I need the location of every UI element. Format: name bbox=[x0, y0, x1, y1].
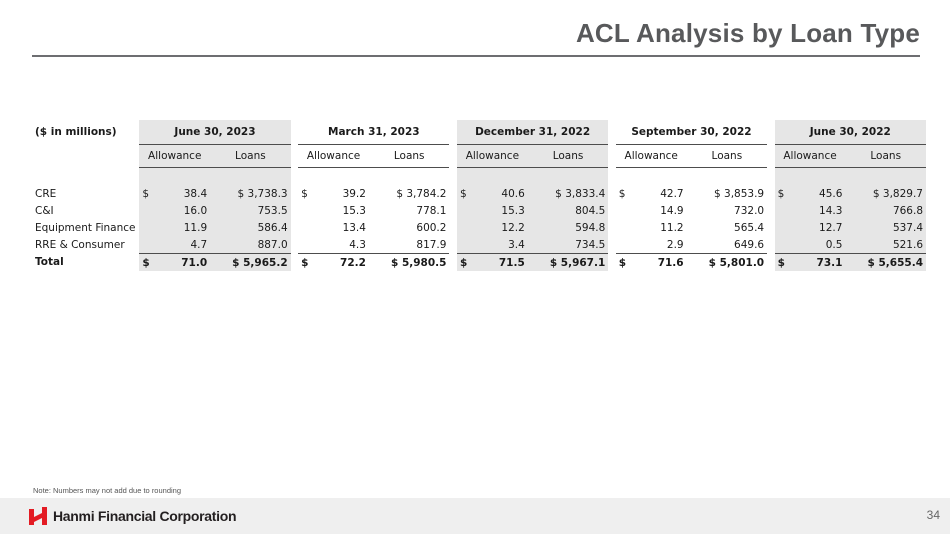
allowance-amount: 42.7 bbox=[660, 187, 684, 200]
allowance-amount: 71.0 bbox=[181, 256, 208, 269]
allowance-amount: 16.0 bbox=[183, 204, 208, 217]
allowance-amount: 0.5 bbox=[825, 238, 843, 251]
row-label: CRE bbox=[35, 187, 57, 200]
column-spacer bbox=[767, 185, 775, 202]
loans-value: $ 5,801.0 bbox=[708, 256, 765, 269]
column-spacer bbox=[291, 145, 299, 168]
loans-value: 586.4 bbox=[210, 219, 290, 236]
column-spacer bbox=[608, 219, 616, 236]
loans-value: $ 5,967.1 bbox=[528, 254, 609, 272]
allowance-value bbox=[298, 236, 369, 254]
loans-value: $ 3,738.3 bbox=[210, 185, 290, 202]
column-spacer bbox=[291, 185, 299, 202]
gap-cell bbox=[298, 168, 369, 186]
company-logo bbox=[28, 505, 236, 527]
column-spacer bbox=[449, 145, 457, 168]
column-spacer bbox=[449, 236, 457, 254]
allowance-value bbox=[775, 185, 846, 202]
period-header-row bbox=[32, 120, 926, 145]
loans-value: 887.0 bbox=[210, 236, 290, 254]
allowance-value bbox=[616, 202, 687, 219]
unit-label: ($ in millions) bbox=[35, 126, 117, 139]
allowance-amount: 73.1 bbox=[816, 256, 843, 269]
period-header: December 31, 2022 bbox=[457, 120, 608, 145]
allowance-value bbox=[139, 219, 210, 236]
allowance-header: Allowance bbox=[298, 145, 369, 168]
allowance-value bbox=[139, 254, 210, 272]
gap-cell bbox=[139, 168, 210, 186]
allowance-header: Allowance bbox=[139, 145, 210, 168]
row-label: RRE & Consumer bbox=[35, 238, 125, 251]
dollar-sign: $ bbox=[777, 187, 785, 200]
loans-header: Loans bbox=[528, 145, 609, 168]
allowance-header: Allowance bbox=[775, 145, 846, 168]
allowance-value bbox=[775, 236, 846, 254]
dollar-sign: $ bbox=[459, 187, 467, 200]
gap-cell bbox=[845, 168, 926, 186]
loans-value: $ 3,829.7 bbox=[845, 185, 926, 202]
table-row bbox=[32, 185, 926, 202]
allowance-value bbox=[775, 202, 846, 219]
column-spacer bbox=[291, 254, 299, 272]
column-spacer bbox=[449, 202, 457, 219]
loans-value: 600.2 bbox=[416, 221, 447, 234]
allowance-value bbox=[298, 202, 369, 219]
footnote: Note: Numbers may not add due to rounding bbox=[33, 486, 182, 495]
allowance-amount: 14.9 bbox=[660, 204, 684, 217]
column-spacer bbox=[608, 254, 616, 272]
gap-row bbox=[32, 168, 926, 186]
column-spacer bbox=[608, 236, 616, 254]
column-spacer bbox=[608, 120, 616, 145]
column-spacer bbox=[449, 168, 457, 186]
allowance-value bbox=[457, 219, 528, 236]
allowance-value bbox=[457, 185, 528, 202]
gap-cell bbox=[775, 168, 846, 186]
allowance-amount: 72.2 bbox=[340, 256, 366, 269]
table-row bbox=[32, 219, 926, 236]
column-spacer bbox=[608, 145, 616, 168]
loans-value: 537.4 bbox=[845, 219, 926, 236]
allowance-amount: 2.9 bbox=[666, 238, 684, 251]
allowance-value bbox=[457, 202, 528, 219]
column-spacer bbox=[449, 120, 457, 145]
column-spacer bbox=[767, 168, 775, 186]
subheader-row bbox=[32, 145, 926, 168]
loans-value: 594.8 bbox=[528, 219, 609, 236]
dollar-sign: $ bbox=[301, 256, 309, 269]
allowance-value bbox=[139, 202, 210, 219]
column-spacer bbox=[608, 185, 616, 202]
allowance-amount: 15.3 bbox=[501, 204, 525, 217]
allowance-value bbox=[775, 219, 846, 236]
allowance-amount: 14.3 bbox=[819, 204, 843, 217]
allowance-amount: 45.6 bbox=[819, 187, 843, 200]
dollar-sign: $ bbox=[777, 256, 785, 269]
allowance-amount: 39.2 bbox=[342, 187, 366, 200]
period-header: March 31, 2023 bbox=[298, 120, 449, 145]
column-spacer bbox=[608, 168, 616, 186]
allowance-amount: 71.6 bbox=[657, 256, 684, 269]
loans-header: Loans bbox=[210, 145, 290, 168]
total-row bbox=[32, 254, 926, 272]
loans-value: $ 5,980.5 bbox=[390, 256, 447, 269]
column-spacer bbox=[449, 219, 457, 236]
gap-cell bbox=[32, 168, 139, 186]
gap-cell bbox=[528, 168, 609, 186]
loans-header: Loans bbox=[845, 145, 926, 168]
allowance-amount: 12.7 bbox=[819, 221, 843, 234]
allowance-value bbox=[616, 185, 687, 202]
loans-value: $ 5,655.4 bbox=[845, 254, 926, 272]
allowance-amount: 4.3 bbox=[349, 238, 366, 251]
allowance-value bbox=[457, 254, 528, 272]
company-name: Hanmi Financial Corporation bbox=[53, 508, 237, 524]
gap-cell bbox=[457, 168, 528, 186]
hanmi-logo-icon bbox=[28, 506, 48, 526]
column-spacer bbox=[449, 185, 457, 202]
column-spacer bbox=[767, 120, 775, 145]
allowance-amount: 3.4 bbox=[508, 238, 525, 251]
table-row bbox=[32, 236, 926, 254]
loans-value: 565.4 bbox=[734, 221, 765, 234]
dollar-sign: $ bbox=[301, 187, 308, 200]
title-divider bbox=[32, 55, 920, 57]
allowance-header: Allowance bbox=[457, 145, 528, 168]
table-row bbox=[32, 202, 926, 219]
allowance-value bbox=[616, 219, 687, 236]
loans-value: 753.5 bbox=[210, 202, 290, 219]
column-spacer bbox=[767, 236, 775, 254]
gap-cell bbox=[210, 168, 290, 186]
dollar-sign: $ bbox=[618, 187, 626, 200]
dollar-sign: $ bbox=[142, 187, 149, 200]
loans-value: $ 5,965.2 bbox=[210, 254, 290, 272]
allowance-value bbox=[775, 254, 846, 272]
row-label: Total bbox=[35, 256, 64, 269]
allowance-amount: 38.4 bbox=[183, 187, 208, 200]
allowance-value bbox=[616, 254, 687, 272]
column-spacer bbox=[291, 202, 299, 219]
column-spacer bbox=[291, 168, 299, 186]
loans-header: Loans bbox=[687, 145, 768, 168]
allowance-amount: 11.9 bbox=[183, 221, 208, 234]
column-spacer bbox=[767, 219, 775, 236]
column-spacer bbox=[767, 254, 775, 272]
page-title: ACL Analysis by Loan Type bbox=[575, 18, 920, 48]
loans-header: Loans bbox=[369, 145, 450, 168]
dollar-sign: $ bbox=[459, 256, 468, 269]
loans-value: 649.6 bbox=[687, 236, 768, 254]
allowance-amount: 13.4 bbox=[342, 221, 366, 234]
allowance-header: Allowance bbox=[616, 145, 687, 168]
loans-value: $ 3,833.4 bbox=[528, 185, 609, 202]
column-spacer bbox=[608, 202, 616, 219]
allowance-value bbox=[298, 185, 369, 202]
allowance-amount: 71.5 bbox=[498, 256, 525, 269]
allowance-value bbox=[616, 236, 687, 254]
allowance-amount: 4.7 bbox=[190, 238, 208, 251]
allowance-amount: 15.3 bbox=[342, 204, 366, 217]
page-number: 34 bbox=[926, 508, 940, 522]
allowance-amount: 40.6 bbox=[501, 187, 525, 200]
gap-cell bbox=[687, 168, 768, 186]
allowance-value bbox=[298, 219, 369, 236]
column-spacer bbox=[767, 145, 775, 168]
loans-value: 732.0 bbox=[734, 204, 765, 217]
loans-value: $ 3,853.9 bbox=[714, 187, 765, 200]
allowance-value bbox=[457, 236, 528, 254]
allowance-value bbox=[139, 185, 210, 202]
allowance-amount: 11.2 bbox=[660, 221, 684, 234]
row-label: C&I bbox=[35, 204, 54, 217]
loans-value: $ 3,784.2 bbox=[396, 187, 447, 200]
loans-value: 734.5 bbox=[528, 236, 609, 254]
period-header: June 30, 2023 bbox=[139, 120, 290, 145]
acl-table bbox=[32, 120, 926, 271]
period-header: June 30, 2022 bbox=[775, 120, 926, 145]
dollar-sign: $ bbox=[618, 256, 627, 269]
column-spacer bbox=[291, 120, 299, 145]
column-spacer bbox=[291, 219, 299, 236]
loans-value: 521.6 bbox=[845, 236, 926, 254]
loans-value: 766.8 bbox=[845, 202, 926, 219]
loans-value: 778.1 bbox=[416, 204, 447, 217]
subheader-blank bbox=[32, 145, 139, 168]
row-label: Equipment Finance bbox=[35, 221, 136, 234]
gap-cell bbox=[369, 168, 450, 186]
dollar-sign: $ bbox=[142, 256, 150, 269]
loans-value: 817.9 bbox=[369, 236, 450, 254]
allowance-value bbox=[139, 236, 210, 254]
loans-value: 804.5 bbox=[528, 202, 609, 219]
allowance-value bbox=[298, 254, 369, 272]
column-spacer bbox=[767, 202, 775, 219]
allowance-amount: 12.2 bbox=[501, 221, 525, 234]
column-spacer bbox=[449, 254, 457, 272]
gap-cell bbox=[616, 168, 687, 186]
column-spacer bbox=[291, 236, 299, 254]
period-header: September 30, 2022 bbox=[616, 120, 767, 145]
